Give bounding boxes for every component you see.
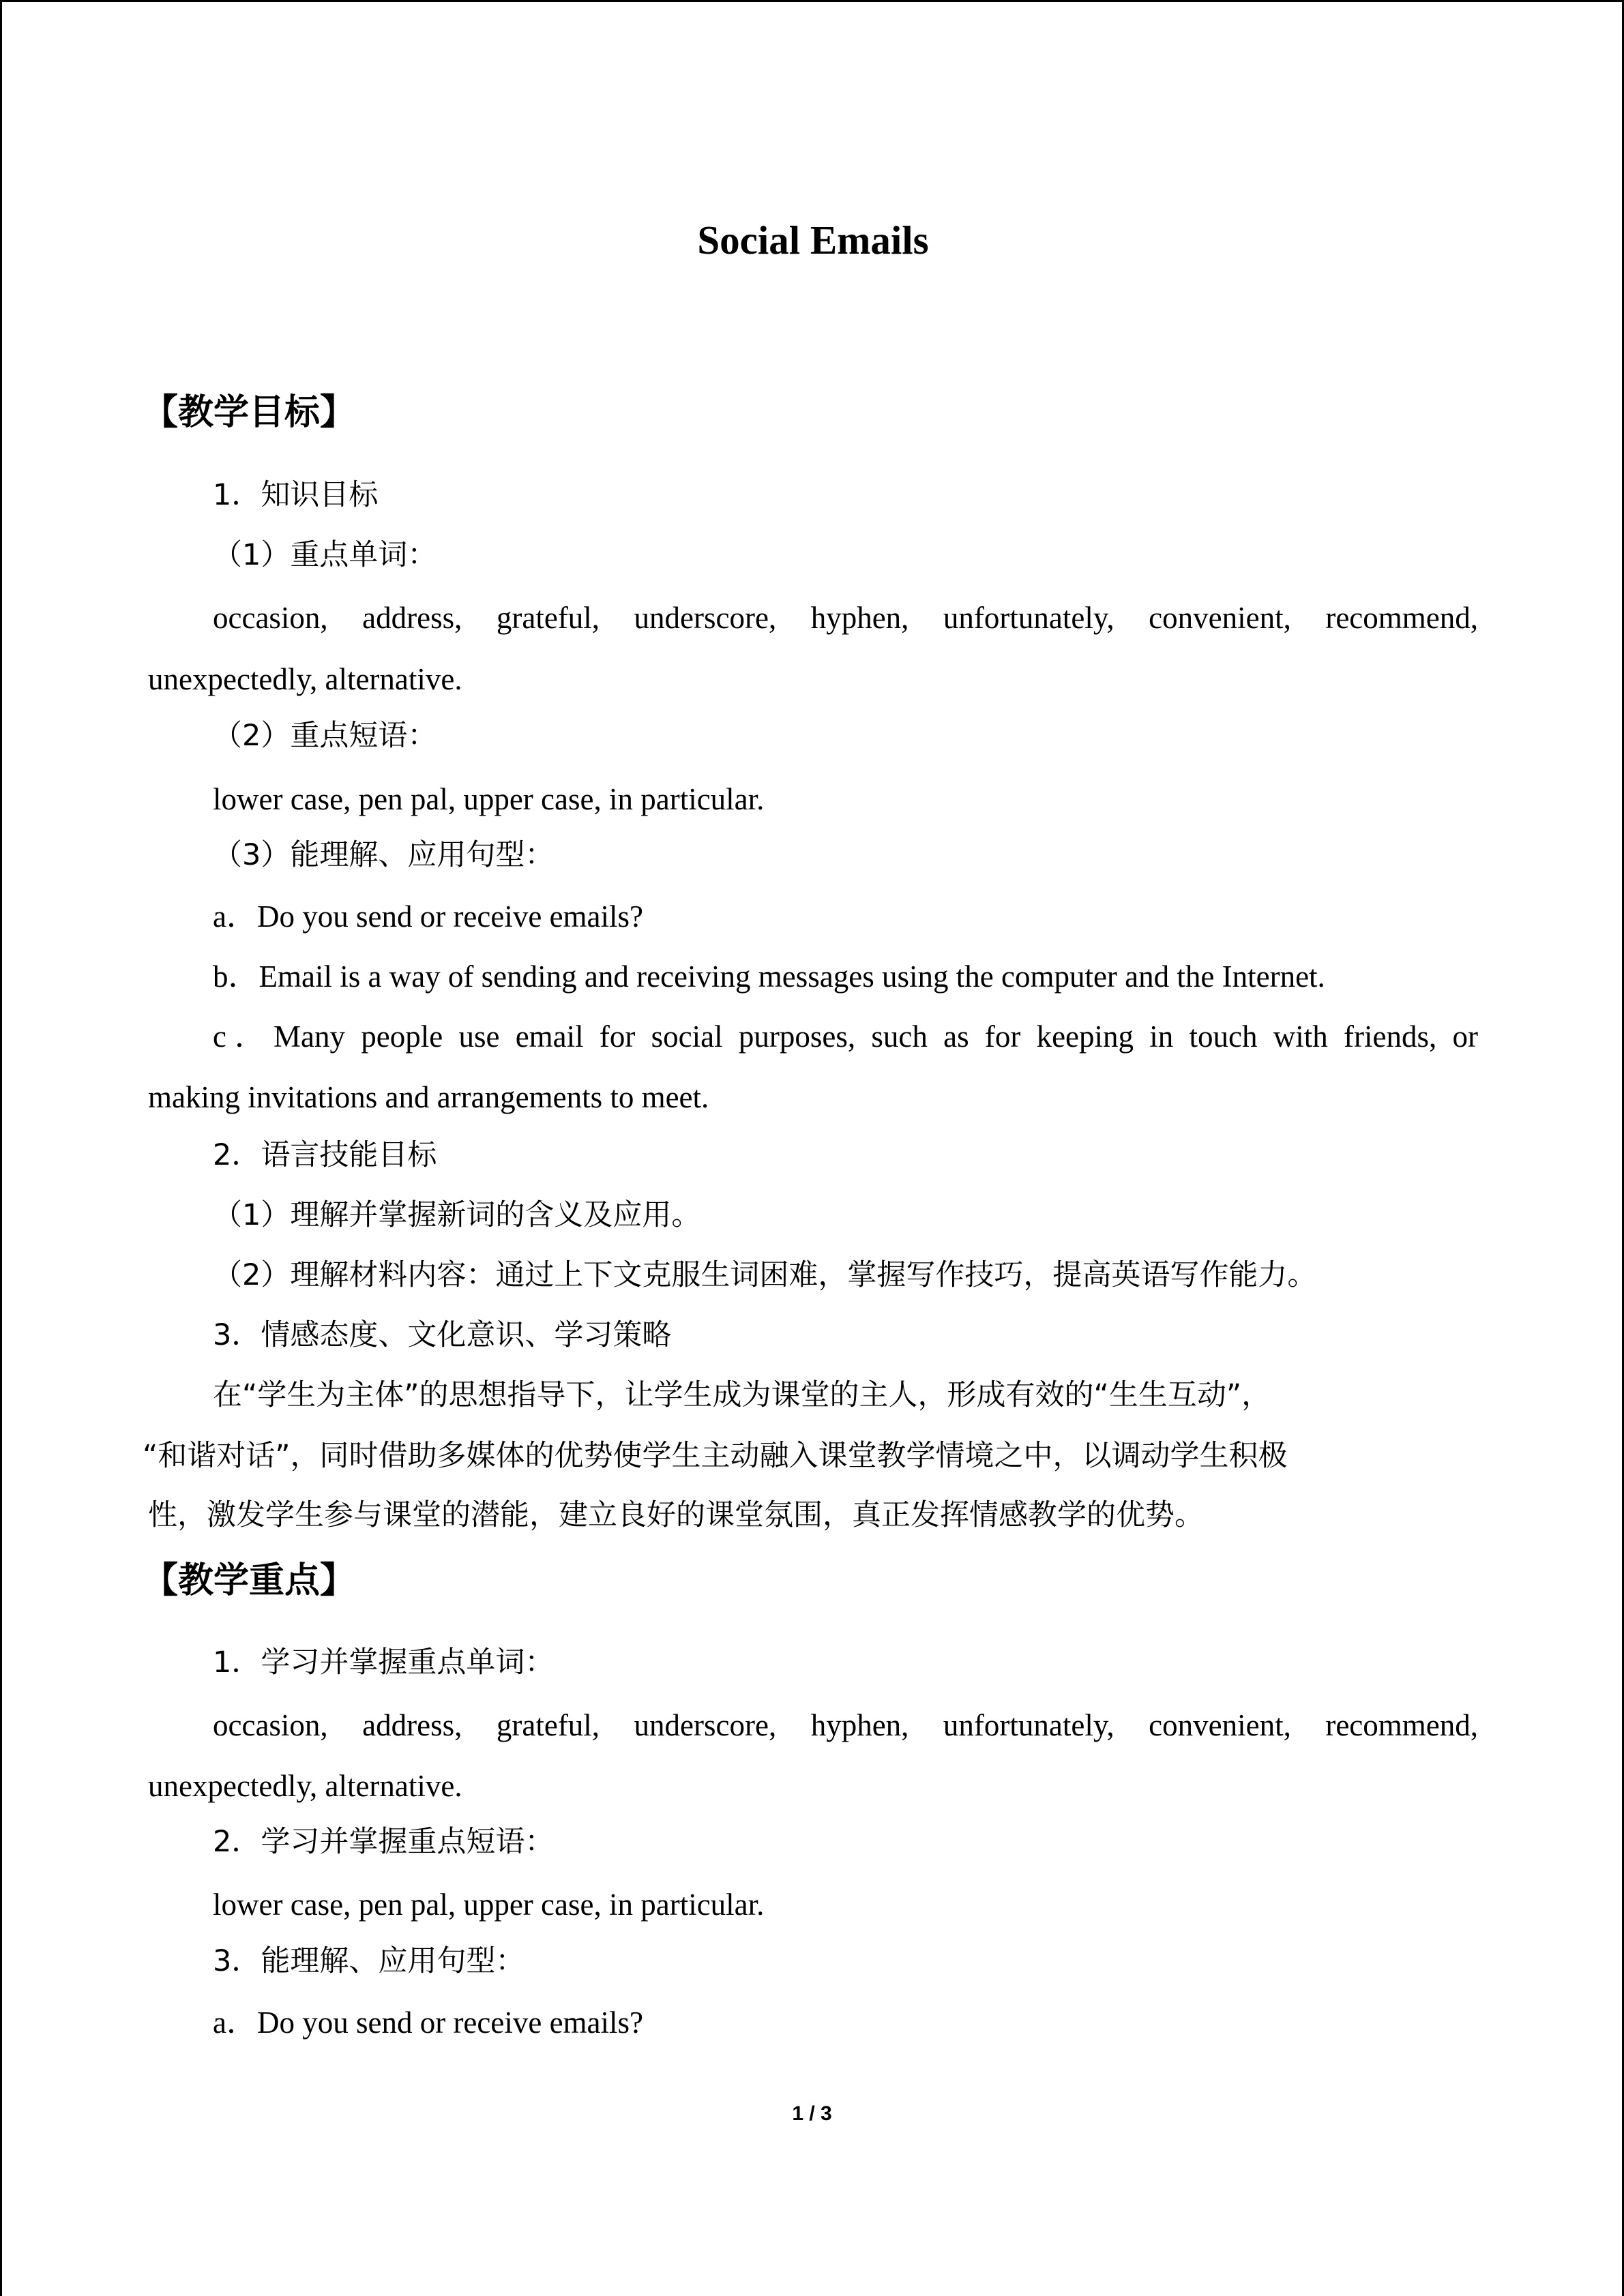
document-title: Social Emails — [697, 218, 929, 263]
affective-paragraph-line-2: “和谐对话”，同时借助多媒体的优势使学生主动融入课堂教学情境之中，以调动学生积极 — [143, 1439, 1288, 1473]
sub-item-key-phrases: （2）重点短语： — [213, 719, 437, 753]
key-phrases: lower case, pen pal, upper case, in particular. — [213, 782, 765, 816]
sentence-a: a．Do you send or receive emails? — [213, 899, 644, 934]
sub-item-sentence-patterns: （3）能理解、应用句型： — [213, 838, 555, 872]
key-point-sentence-a: a．Do you send or receive emails? — [213, 2006, 644, 2040]
objective-item-knowledge: 1．知识目标 — [213, 478, 379, 512]
sentence-c-line-2: making invitations and arrangements to meet. — [148, 1080, 709, 1114]
objective-item-affective: 3．情感态度、文化意识、学习策略 — [213, 1318, 672, 1352]
skill-item-2: （2）理解材料内容：通过上下文克服生词困难，掌握写作技巧，提高英语写作能力。 — [213, 1258, 1317, 1292]
sentence-c-line-1: c．Many people use email for social purposes, such as for keeping in touch with friends, or — [213, 1019, 1478, 1054]
objective-item-language-skills: 2．语言技能目标 — [213, 1138, 437, 1172]
key-point-item-1: 1．学习并掌握重点单词： — [213, 1645, 555, 1680]
key-words-line-2: unexpectedly, alternative. — [148, 662, 462, 696]
sentence-b: b．Email is a way of sending and receiving messages using the computer and the Internet. — [213, 959, 1325, 994]
key-point-words-line-2: unexpectedly, alternative. — [148, 1769, 462, 1803]
key-words-line-1: occasion, address, grateful, underscore, hyphen, unfortunately, convenient, recommend, — [213, 601, 1478, 635]
skill-item-1: （1）理解并掌握新词的含义及应用。 — [213, 1198, 701, 1232]
sub-item-key-words: （1）重点单词： — [213, 538, 437, 572]
key-point-words-line-1: occasion, address, grateful, underscore, hyphen, unfortunately, convenient, recommend, — [213, 1708, 1478, 1742]
section-heading-objectives: 【教学目标】 — [143, 392, 356, 433]
section-heading-key-points: 【教学重点】 — [143, 1560, 356, 1601]
key-point-item-3: 3．能理解、应用句型： — [213, 1944, 525, 1978]
key-point-phrases: lower case, pen pal, upper case, in particular. — [213, 1888, 765, 1922]
page-number: 1 / 3 — [792, 2102, 832, 2125]
key-point-item-2: 2．学习并掌握重点短语： — [213, 1825, 555, 1859]
affective-paragraph-line-1: 在“学生为主体”的思想指导下，让学生成为课堂的主人，形成有效的“生生互动”， — [213, 1378, 1271, 1412]
affective-paragraph-line-3: 性，激发学生参与课堂的潜能，建立良好的课堂氛围，真正发挥情感教学的优势。 — [148, 1498, 1204, 1532]
